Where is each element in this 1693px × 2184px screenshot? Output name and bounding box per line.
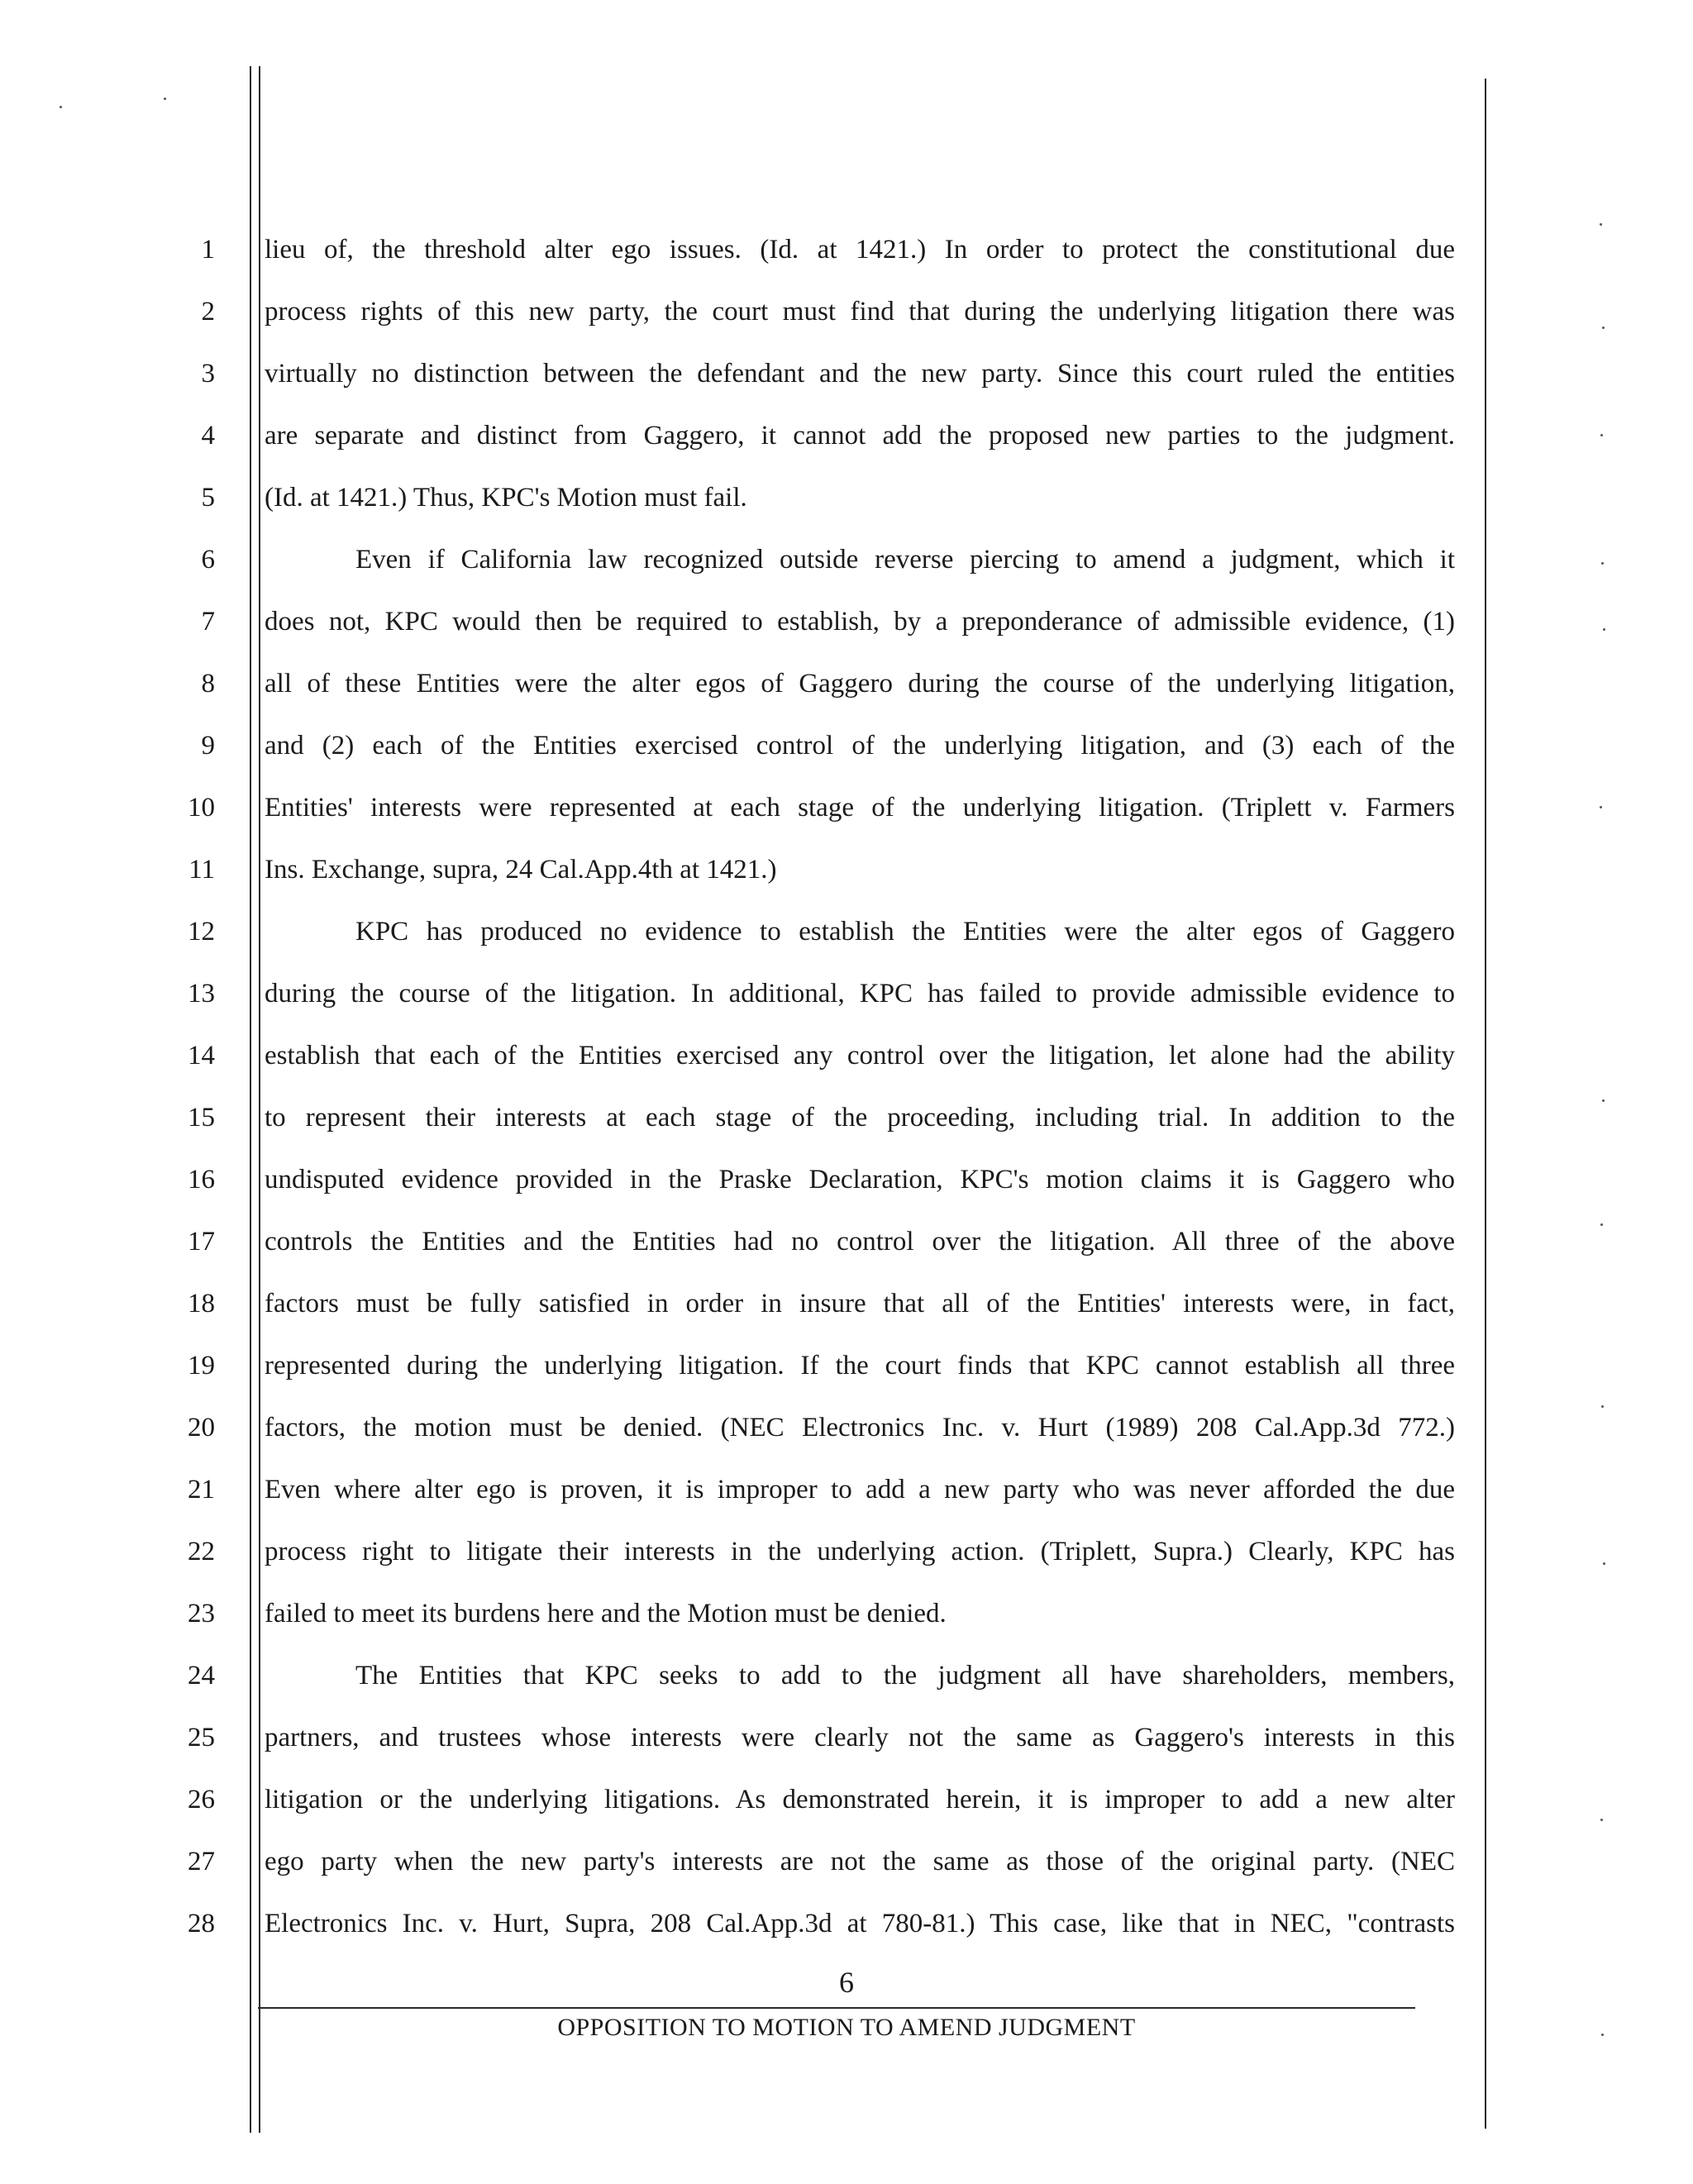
line-number: 16 [188,1165,215,1195]
right-margin-rule [1485,79,1486,2129]
line-number: 7 [201,607,215,637]
text-line: (Id. at 1421.) Thus, KPC's Motion must fail. [265,483,747,513]
line-number: 2 [201,297,215,327]
text-line: during the course of the litigation. In additional, KPC has failed to provide admissible evidence to [265,979,1455,1009]
text-line: failed to meet its burdens here and the Motion must be denied. [265,1599,947,1628]
line-number: 23 [188,1599,215,1628]
line-number: 22 [188,1537,215,1566]
line-number: 15 [188,1103,215,1133]
scan-speck [1600,1819,1603,1821]
text-line: factors, the motion must be denied. (NEC Electronics Inc. v. Hurt (1989) 208 Cal.App.3d 772.) [265,1413,1455,1442]
text-line: controls the Entities and the Entities had no control over the litigation. All three of the above [265,1227,1455,1257]
scan-speck [1603,1562,1605,1565]
line-number: 18 [188,1289,215,1319]
line-number: 26 [188,1785,215,1814]
text-line: represented during the underlying litigation. If the court finds that KPC cannot establish all three [265,1351,1455,1380]
line-number: 19 [188,1351,215,1380]
footer-document-title: OPPOSITION TO MOTION TO AMEND JUDGMENT [557,2014,1136,2041]
text-line: and (2) each of the Entities exercised control of the underlying litigation, and (3) each of the [265,731,1455,761]
page-number: 6 [839,1966,854,1999]
scan-speck [1601,1405,1604,1408]
line-number: 24 [188,1661,215,1690]
scan-speck [164,98,166,100]
line-number: 6 [201,545,215,575]
line-number: 9 [201,731,215,761]
line-number: 20 [188,1413,215,1442]
text-line: lieu of, the threshold alter ego issues. (Id. at 1421.) In order to protect the constitutional due [265,235,1455,265]
text-line: establish that each of the Entities exercised any control over the litigation, let alone had the ability [265,1041,1455,1071]
line-number: 21 [188,1475,215,1504]
scan-speck [1603,628,1605,631]
line-number: 27 [188,1847,215,1876]
line-number: 3 [201,359,215,389]
text-line: factors must be fully satisfied in order in insure that all of the Entities' interests were, in fact, [265,1289,1455,1319]
scan-speck [1602,1099,1605,1102]
text-line: Entities' interests were represented at each stage of the underlying litigation. (Triplett v. Farmers [265,793,1455,823]
scan-speck [1602,327,1605,329]
line-number: 25 [188,1723,215,1752]
text-line: process rights of this new party, the court must find that during the underlying litigation there was [265,297,1455,327]
line-number: 1 [201,235,215,265]
paragraph-start-line: The Entities that KPC seeks to add to the judgment all have shareholders, members, [355,1661,1455,1690]
text-line: virtually no distinction between the defendant and the new party. Since this court ruled the entities [265,359,1455,389]
line-number: 28 [188,1909,215,1938]
scan-speck [1600,806,1602,808]
text-line: all of these Entities were the alter egos of Gaggero during the course of the underlying litigation, [265,669,1455,699]
text-line: does not, KPC would then be required to establish, by a preponderance of admissible evidence, (1) [265,607,1455,637]
scan-speck [1601,2034,1604,2036]
line-number: 12 [188,917,215,947]
line-number: 13 [188,979,215,1009]
text-line: Electronics Inc. v. Hurt, Supra, 208 Cal.App.3d at 780-81.) This case, like that in NEC, "contrasts [265,1909,1455,1938]
line-number: 17 [188,1227,215,1257]
text-line: ego party when the new party's interests are not the same as those of the original party. (NEC [265,1847,1455,1876]
paragraph-start-line: KPC has produced no evidence to establish the Entities were the alter egos of Gaggero [355,917,1455,947]
line-number: 8 [201,669,215,699]
text-line: are separate and distinct from Gaggero, it cannot add the proposed new parties to the judgment. [265,421,1455,451]
line-number: 10 [188,793,215,823]
scan-speck [60,106,62,108]
scan-speck [1601,562,1604,565]
text-line: litigation or the underlying litigations. As demonstrated herein, it is improper to add a new alter [265,1785,1455,1814]
text-line: process right to litigate their interests in the underlying action. (Triplett, Supra.) Clearly, KPC has [265,1537,1455,1566]
line-number: 4 [201,421,215,451]
line-number: 11 [188,855,215,885]
paragraph-start-line: Even if California law recognized outside reverse piercing to amend a judgment, which it [355,545,1455,575]
left-margin-rule-inner [259,66,260,2133]
left-margin-rule-outer [250,66,251,2133]
scan-speck [1600,1223,1603,1226]
footer-divider [258,2007,1415,2009]
text-line: to represent their interests at each stage of the proceeding, including trial. In addition to the [265,1103,1455,1133]
text-line: Even where alter ego is proven, it is improper to add a new party who was never afforded the due [265,1475,1455,1504]
text-line: partners, and trustees whose interests were clearly not the same as Gaggero's interests in this [265,1723,1455,1752]
text-line: undisputed evidence provided in the Praske Declaration, KPC's motion claims it is Gaggero who [265,1165,1455,1195]
text-line: Ins. Exchange, supra, 24 Cal.App.4th at 1421.) [265,855,777,885]
line-number: 14 [188,1041,215,1071]
scan-speck [1600,223,1602,226]
line-number: 5 [201,483,215,513]
scan-speck [1600,434,1603,436]
